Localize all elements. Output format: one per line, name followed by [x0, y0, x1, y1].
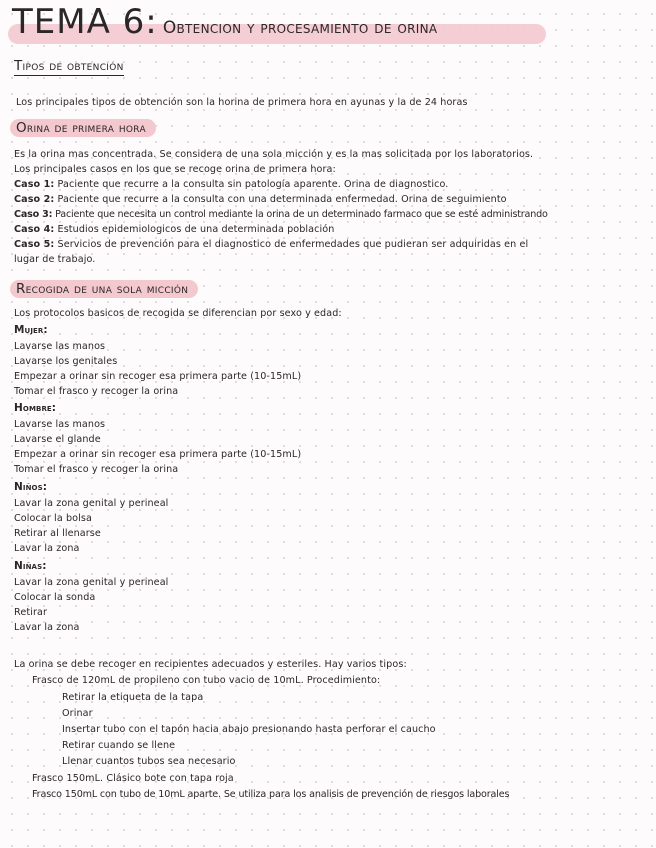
list-item: Lavarse el glande	[14, 434, 101, 445]
caso-text: Paciente que recurre a la consulta sin patología aparente. Orina de diagnostico.	[57, 179, 449, 190]
caso-label: Caso 1:	[14, 179, 55, 190]
recogida-intro: Los protocolos basicos de recogida se diferencian por sexo y edad:	[14, 308, 342, 319]
procedure-step: Llenar cuantos tubos sea necesario	[62, 756, 236, 767]
caso-text: Paciente que recurre a la consulta con una determinada enfermedad. Orina de seguimiento	[57, 194, 507, 205]
title-subject: Obtencion y procesamiento de orina	[162, 18, 438, 38]
caso-label: Caso 3:	[14, 209, 53, 220]
list-item: Retirar al llenarse	[14, 528, 101, 539]
group-mujer-label: Mujer:	[14, 324, 48, 336]
heading-primera-hora: Orina de primera hora	[10, 119, 156, 137]
recipientes-intro: La orina se debe recoger en recipientes adecuados y esteriles. Hay varios tipos:	[14, 659, 407, 670]
procedure-step: Insertar tubo con el tapón hacia abajo presionando hasta perforar el caucho	[62, 724, 436, 735]
caso-label: Caso 5:	[14, 239, 55, 250]
list-item: Tomar el frasco y recoger la orina	[14, 464, 179, 475]
list-item: Tomar el frasco y recoger la orina	[14, 386, 179, 397]
caso-text: Servicios de prevención para el diagnostico de enfermedades que pudieran ser adquiridas en el	[57, 239, 529, 250]
list-item: Empezar a orinar sin recoger esa primera parte (10-15mL)	[14, 371, 302, 382]
group-ninos-label: Niños:	[14, 481, 48, 493]
title-topic: TEMA 6:	[12, 2, 158, 42]
procedure-step: Retirar cuando se llene	[62, 740, 176, 751]
list-item: Lavarse las manos	[14, 341, 106, 352]
caso-2	[14, 193, 507, 207]
frasco-150-tapa: Frasco 150mL. Clásico bote con tapa roja	[32, 773, 234, 784]
procedure-step: Retirar la etiqueta de la tapa	[62, 692, 204, 703]
caso-5-continued: lugar de trabajo.	[14, 254, 96, 265]
group-ninas-label: Niñas:	[14, 560, 47, 572]
frasco-120: Frasco de 120mL de propileno con tubo vacio de 10mL. Procedimiento:	[32, 675, 381, 686]
caso-text: Paciente que necesita un control mediante la orina de un determinado farmaco que se esté administrando	[55, 209, 548, 220]
procedure-step: Orinar	[62, 708, 93, 719]
list-item: Colocar la sonda	[14, 592, 96, 603]
group-hombre-label: Hombre:	[14, 402, 57, 414]
caso-3	[14, 208, 548, 222]
caso-1	[14, 178, 448, 192]
tipos-text: Los principales tipos de obtención son la horina de primera hora en ayunas y la de 24 horas	[16, 97, 468, 108]
list-item: Lavarse las manos	[14, 419, 106, 430]
primera-line-2: Los principales casos en los que se recoge orina de primera hora:	[14, 164, 336, 175]
list-item: Lavar la zona	[14, 543, 80, 554]
list-item: Lavarse los genitales	[14, 356, 118, 367]
list-item: Retirar	[14, 607, 48, 618]
primera-line-1: Es la orina mas concentrada. Se considera de una sola micción y es la mas solicitada por los laboratorios.	[14, 149, 534, 160]
caso-5	[14, 238, 528, 252]
frasco-150-tubo: Frasco 150mL con tubo de 10mL aparte. Se utiliza para los analisis de prevención de riesgos laborales	[32, 789, 510, 800]
list-item: Lavar la zona genital y perineal	[14, 577, 169, 588]
list-item: Colocar la bolsa	[14, 513, 92, 524]
heading-tipos: Tipos de obtención	[14, 58, 124, 74]
list-item: Empezar a orinar sin recoger esa primera parte (10-15mL)	[14, 449, 302, 460]
caso-label: Caso 4:	[14, 224, 55, 235]
caso-label: Caso 2:	[14, 194, 55, 205]
list-item: Lavar la zona	[14, 622, 80, 633]
page-title	[8, 2, 548, 50]
caso-text: Estudios epidemiologicos de una determinada población	[57, 224, 335, 235]
list-item: Lavar la zona genital y perineal	[14, 498, 169, 509]
heading-recogida: Recogida de una sola micción	[10, 280, 198, 298]
caso-4	[14, 223, 334, 237]
